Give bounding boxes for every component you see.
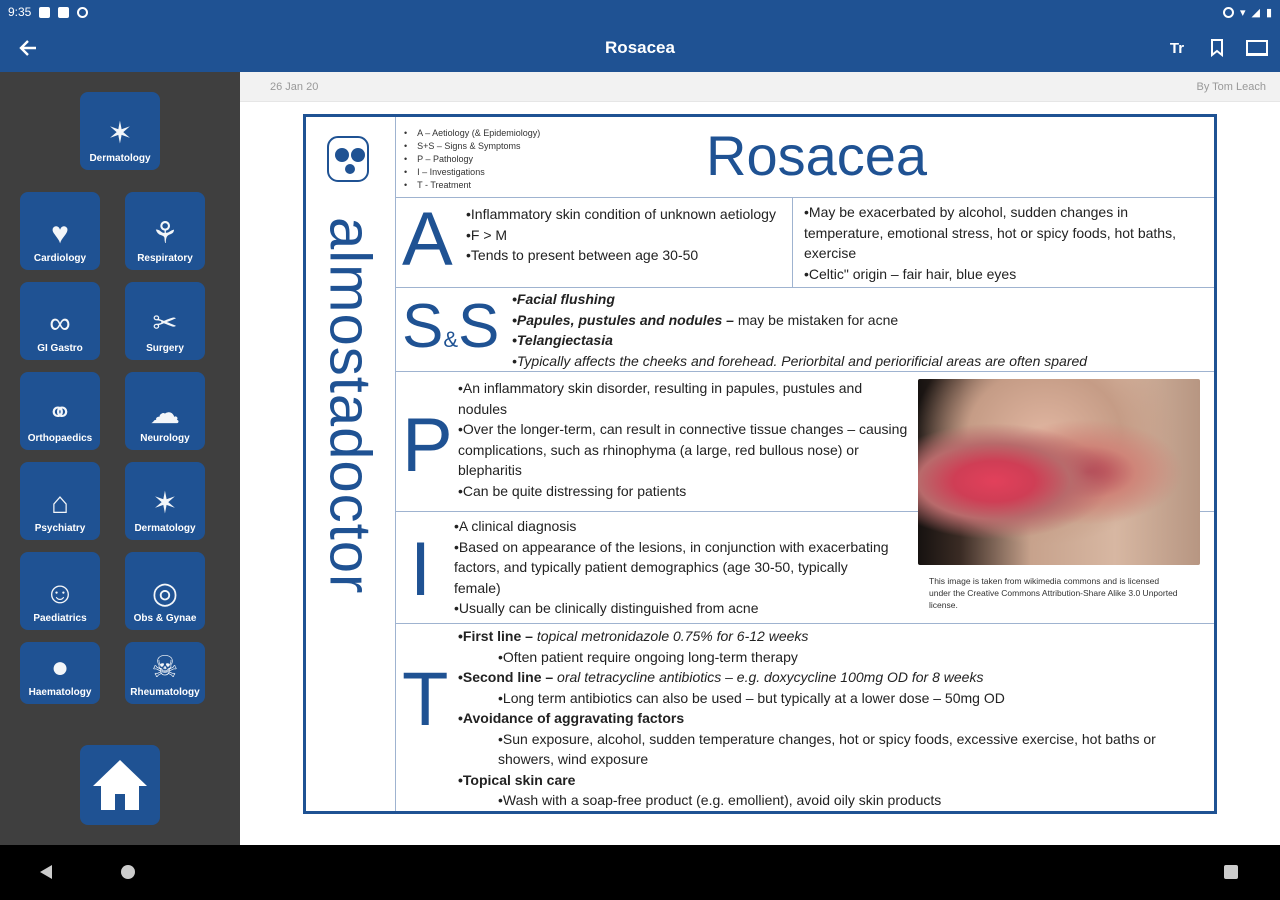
- bone-icon: ⚭: [47, 397, 73, 430]
- tile-label: Haematology: [28, 687, 92, 698]
- section-aetiology: [396, 197, 1214, 287]
- note-author: By Tom Leach: [1196, 80, 1266, 93]
- text-line: •Telangiectasia: [512, 332, 613, 348]
- skin-icon: ✶: [152, 487, 178, 520]
- text-line: •Based on appearance of the lesions, in conjunction with exacerbating factors, and typically patient demographics (age 30-50, typically female): [454, 538, 889, 596]
- section-letter: P: [402, 403, 453, 488]
- text-line: •Facial flushing: [512, 291, 615, 307]
- status-time: 9:35: [8, 5, 32, 19]
- text-span: may be mistaken for acne: [733, 311, 899, 328]
- section-letter: A: [402, 197, 453, 282]
- status-bar: [0, 0, 1280, 24]
- home-button[interactable]: [80, 745, 160, 825]
- sidebar-tile-haematology[interactable]: [20, 642, 100, 704]
- sidebar-tile-surgery[interactable]: [125, 282, 205, 360]
- home-icon: [89, 756, 151, 814]
- rosacea-face-photo: [918, 379, 1200, 565]
- text-line: •Tends to present between age 30-50: [466, 247, 699, 263]
- page-title: Rosacea: [605, 38, 675, 57]
- section-signs-symptoms: [396, 287, 1214, 371]
- rosacea-summary-card: [303, 114, 1217, 814]
- teddy-icon: ☺: [44, 577, 76, 610]
- sidebar-tile-orthopaedics[interactable]: [20, 372, 100, 450]
- couch-icon: ⌂: [50, 487, 70, 520]
- dnd-icon: [1223, 7, 1234, 18]
- tile-label: Neurology: [140, 433, 190, 444]
- back-arrow-icon[interactable]: [0, 24, 56, 72]
- nav-back-icon[interactable]: [40, 865, 52, 879]
- sidebar-tile-dermatology[interactable]: [125, 462, 205, 540]
- text-line: •Usually can be clinically distinguished from acne: [454, 600, 759, 616]
- text-line: •F > M: [466, 226, 508, 243]
- note-meta: [240, 72, 1280, 102]
- tile-label: GI Gastro: [37, 343, 83, 354]
- tile-label: Surgery: [146, 343, 184, 354]
- bookmark-icon[interactable]: [1206, 37, 1228, 59]
- text-line: •Can be quite distressing for patients: [458, 482, 687, 499]
- legend-item: • S+S – Signs & Symptoms: [404, 140, 540, 153]
- sidebar-tile-neurology[interactable]: [125, 372, 205, 450]
- open-in-browser-icon[interactable]: [1246, 37, 1268, 59]
- text-line: •Long term antibiotics can also be used – but typically at a lower dose – 50mg OD: [498, 689, 1005, 706]
- sidebar-tile-respiratory[interactable]: [125, 192, 205, 270]
- wifi-icon: ▾: [1239, 6, 1246, 19]
- dermatology-icon: ✶: [107, 117, 133, 150]
- text-span: •First line –: [458, 628, 537, 644]
- nav-recents-icon[interactable]: [1224, 865, 1238, 879]
- note-content: [240, 72, 1280, 845]
- sync-icon: [77, 7, 88, 18]
- legend-item: • P – Pathology: [404, 153, 540, 166]
- app-bar: [0, 24, 1280, 72]
- legend-item: • T - Treatment: [404, 179, 540, 192]
- skeleton-icon: ☠: [151, 651, 179, 684]
- tile-label: Dermatology: [134, 523, 196, 534]
- tile-label: Paediatrics: [33, 613, 87, 624]
- nav-home-icon[interactable]: [121, 865, 135, 879]
- scalpel-icon: ✂: [152, 307, 178, 340]
- divider: [792, 198, 793, 287]
- pathology-text: [458, 378, 908, 501]
- text-line: •Typically affects the cheeks and forehead. Periorbital and periorificial areas are often spared: [512, 352, 1088, 369]
- text-line: •A clinical diagnosis: [454, 518, 577, 534]
- treatment-text: [458, 626, 1208, 811]
- section-letter: I: [410, 527, 432, 612]
- investigations-text: [454, 516, 894, 619]
- signs-text: [512, 289, 1212, 371]
- letter-amp: &: [443, 327, 459, 352]
- text-span: •Second line –: [458, 669, 558, 685]
- system-nav-bar: [0, 845, 1280, 900]
- text-line: •Inflammatory skin condition of unknown aetiology: [466, 206, 776, 222]
- heart-icon: ♥: [51, 217, 69, 250]
- text-line: •Sun exposure, alcohol, sudden temperature changes, hot or spicy foods, excessive exercise, hot baths or showers, wind exposure: [498, 730, 1156, 767]
- blood-cells-icon: ●: [50, 651, 70, 684]
- tile-label: Rheumatology: [130, 687, 200, 698]
- legend-item: • I – Investigations: [404, 166, 540, 179]
- text-line: •An inflammatory skin disorder, resulting in papules, pustules and nodules: [458, 380, 863, 417]
- text-line: •Wash with a soap-free product (e.g. emollient), avoid oily skin products: [498, 792, 942, 808]
- tile-label: Obs & Gynae: [133, 613, 197, 624]
- text-span: •Papules, pustules and nodules –: [512, 311, 734, 328]
- section-treatment: [396, 623, 1214, 811]
- text-span: oral tetracycline antibiotics – e.g. doxycycline 100mg OD for 8 weeks: [557, 669, 984, 685]
- sidebar-tile-paediatrics[interactable]: [20, 552, 100, 630]
- signal-icon: ◢: [1251, 6, 1260, 19]
- tile-label: Dermatology: [89, 153, 151, 164]
- text-line: •Over the longer-term, can result in connective tissue changes – causing complications, such as rhinophyma (a large, red bullous nose) or blepharitis: [458, 421, 908, 478]
- brain-icon: ☁: [150, 397, 180, 430]
- tile-label: Cardiology: [33, 253, 87, 264]
- section-letter: [402, 292, 500, 361]
- aetiology-left: [466, 204, 786, 266]
- tile-label: Psychiatry: [34, 523, 86, 534]
- tile-label: Orthopaedics: [27, 433, 93, 444]
- section-letter: T: [402, 657, 449, 742]
- text-line: •May be exacerbated by alcohol, sudden changes in temperature, emotional stress, hot or spicy foods, hot baths, exercise: [804, 204, 1176, 261]
- battery-icon: ▮: [1265, 6, 1272, 19]
- abbreviation-legend: [404, 127, 540, 192]
- note-date: 26 Jan 20: [270, 80, 319, 93]
- letter-s: S: [402, 292, 444, 361]
- legend-item: • A – Aetiology (& Epidemiology): [404, 127, 540, 140]
- specialty-sidebar: [0, 72, 240, 845]
- text-line: •Avoidance of aggravating factors: [458, 710, 685, 726]
- text-span: topical metronidazole 0.75% for 6-12 weeks: [536, 628, 809, 644]
- brand-strip: [306, 117, 396, 811]
- text-line: •Topical skin care: [458, 771, 576, 788]
- aetiology-right: [804, 202, 1204, 284]
- text-size-icon[interactable]: Tr: [1169, 39, 1185, 57]
- sidebar-tile-rheumatology[interactable]: [125, 642, 205, 704]
- tile-label: Respiratory: [137, 253, 193, 264]
- sidebar-tile-cardiology[interactable]: [20, 192, 100, 270]
- sidebar-tile-obs-gynae[interactable]: [125, 552, 205, 630]
- skull-logo-icon: [320, 133, 380, 187]
- card-title: Rosacea: [706, 124, 928, 187]
- lungs-icon: ⚘: [151, 217, 179, 250]
- calendar-icon: [58, 7, 69, 18]
- notification-icon: [39, 7, 50, 18]
- fetus-icon: ◎: [151, 577, 179, 610]
- photo-caption: This image is taken from wikimedia commons and is licensed under the Creative Commons Attribution-Share Alike 3.0 Unported license.: [929, 576, 1178, 610]
- sidebar-tile-dermatology-top[interactable]: [80, 92, 160, 170]
- sidebar-tile-psychiatry[interactable]: [20, 462, 100, 540]
- letter-s: S: [458, 292, 500, 361]
- text-line: •Often patient require ongoing long-term therapy: [498, 648, 798, 665]
- sidebar-tile-gastro[interactable]: [20, 282, 100, 360]
- brand-name: almostadoctor: [317, 217, 383, 595]
- intestines-icon: ∞: [49, 307, 71, 340]
- text-line: •Celtic" origin – fair hair, blue eyes: [804, 265, 1017, 282]
